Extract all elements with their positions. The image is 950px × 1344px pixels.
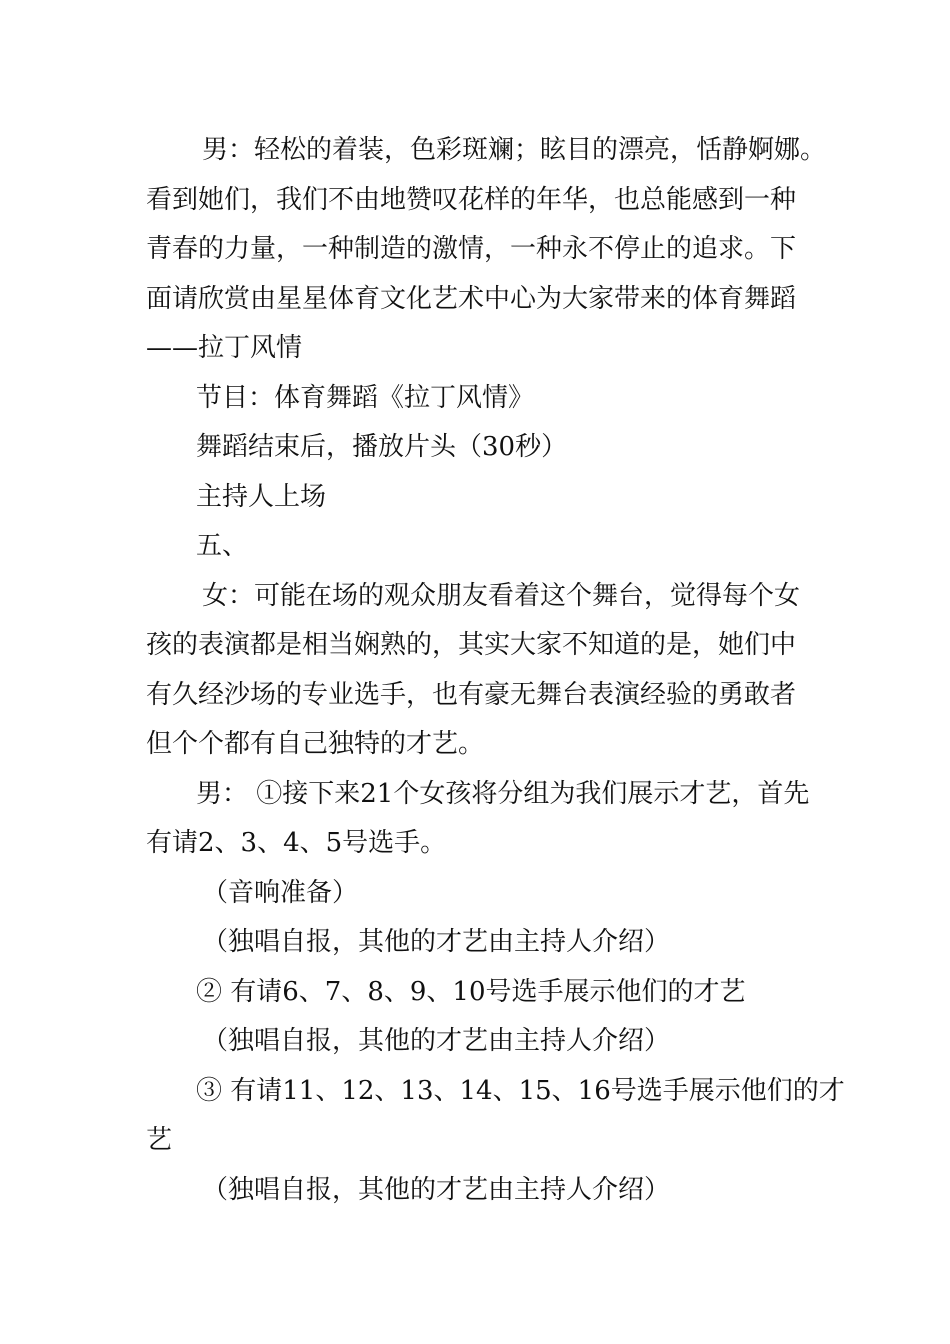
paragraph-line: 但个个都有自己独特的才艺。 (146, 729, 485, 759)
paragraph-line: 青春的力量，一种制造的激情，一种永不停止的追求。下 (146, 234, 797, 264)
stage-direction: （音响准备） (202, 877, 359, 908)
paragraph-line: 有请2、3、4、5号选手。 (146, 828, 447, 858)
paragraph-line: ——拉丁风情 (146, 333, 303, 363)
paragraph-line: 有久经沙场的专业选手，也有豪无舞台表演经验的勇敢者 (146, 679, 797, 710)
paragraph-line: 女：可能在场的观众朋友看着这个舞台，觉得每个女 (202, 580, 801, 611)
paragraph-line: 孩的表演都是相当娴熟的，其实大家不知道的是，她们中 (146, 630, 797, 660)
paragraph-line: 面请欣赏由星星体育文化艺术中心为大家带来的体育舞蹈 (146, 283, 797, 314)
paragraph-line: 艺 (146, 1125, 173, 1155)
stage-direction: 主持人上场 (196, 481, 327, 512)
paragraph-line: 男： ①接下来21个女孩将分组为我们展示才艺，首先 (196, 778, 810, 809)
paragraph-line: 看到她们，我们不由地赞叹花样的年华，也总能感到一种 (146, 184, 797, 215)
stage-direction: 舞蹈结束后，播放片头（30秒） (196, 432, 568, 462)
section-heading: 五、 (196, 531, 249, 561)
stage-direction: （独唱自报，其他的才艺由主持人介绍） (202, 1026, 671, 1056)
stage-direction: （独唱自报，其他的才艺由主持人介绍） (202, 1174, 671, 1205)
document-body (146, 126, 846, 1215)
list-item: ③ 有请11、12、13、14、15、16号选手展示他们的才 (196, 1075, 845, 1106)
stage-direction: （独唱自报，其他的才艺由主持人介绍） (202, 927, 671, 957)
paragraph-line: 男：轻松的着装，色彩斑斓；眩目的漂亮，恬静婀娜。 (202, 135, 827, 165)
list-item: ② 有请6、7、8、9、10号选手展示他们的才艺 (196, 976, 746, 1007)
program-title: 节目：体育舞蹈《拉丁风情》 (196, 382, 535, 413)
